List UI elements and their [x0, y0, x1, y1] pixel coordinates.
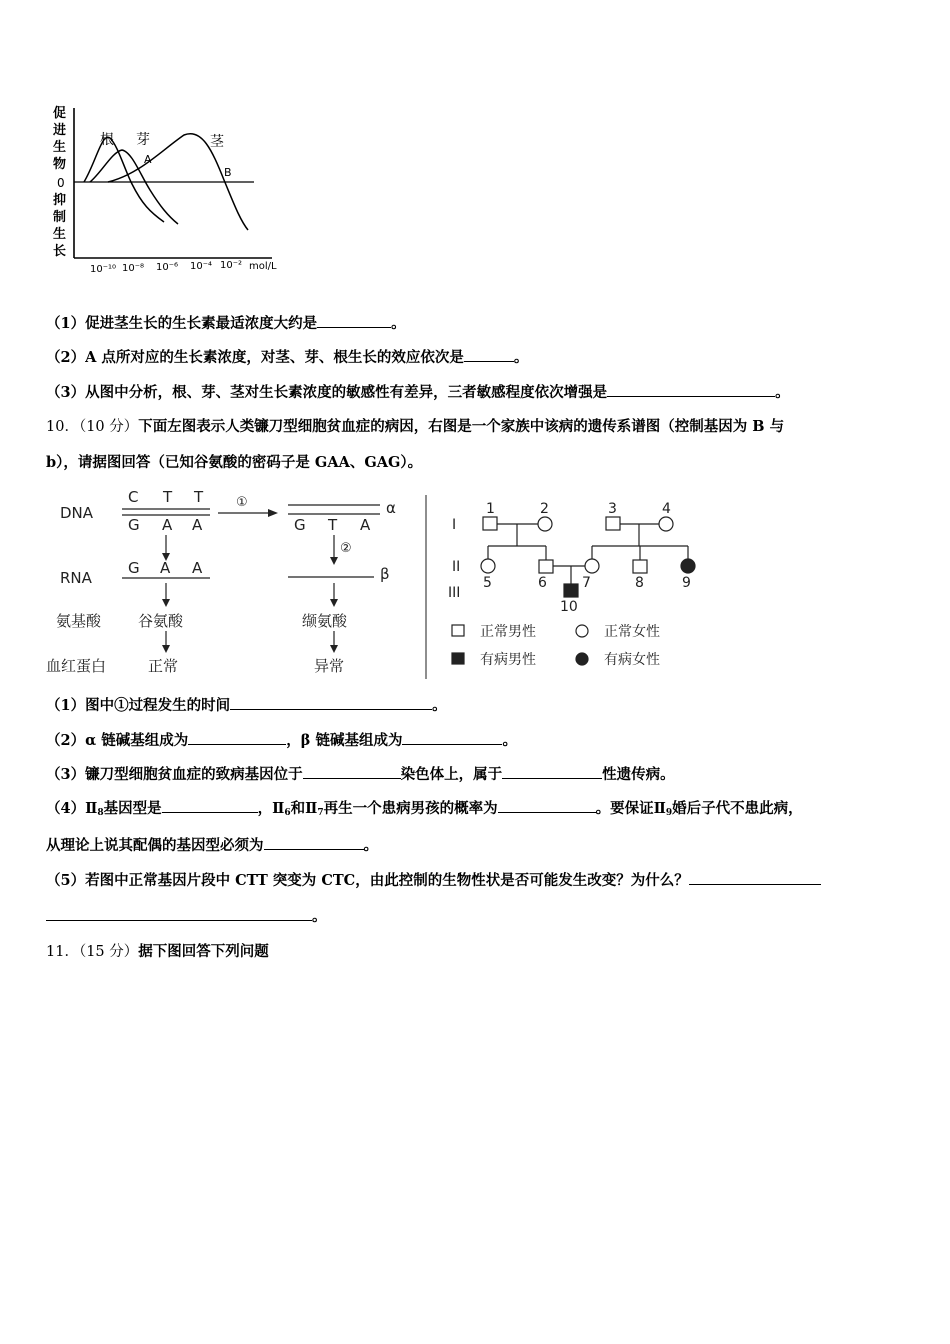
- ylabel-char: 促: [53, 106, 67, 121]
- answer-blank[interactable]: [188, 731, 286, 745]
- auxin-curve-figure: [50, 100, 290, 280]
- rna-label: RNA: [60, 569, 92, 587]
- question-text: （5）若图中正常基因片段中 CTT 突变为 CTC，由此控制的生物性状是否可能发生改变？为什么？: [46, 872, 689, 889]
- question-text: （2）A 点所对应的生长素浓度，对茎、芽、根生长的效应依次是: [46, 349, 464, 366]
- question-text: 从理论上说其配偶的基因型必须为: [46, 837, 264, 854]
- base: A: [162, 516, 173, 534]
- base: A: [192, 516, 203, 534]
- individual-number: 7: [582, 575, 591, 591]
- normal-male-6: [539, 560, 553, 573]
- point-b-label: B: [224, 166, 232, 179]
- q10-part1: （1）图中①过程发生的时间 。: [46, 697, 447, 714]
- normal-female-5: [481, 559, 495, 573]
- q9-part2: （2）A 点所对应的生长素浓度，对茎、芽、根生长的效应依次是 。: [46, 349, 529, 366]
- base: G: [128, 516, 140, 534]
- q10-part5: [46, 869, 821, 890]
- base: T: [163, 488, 173, 506]
- ylabel-char: 物: [53, 157, 67, 172]
- valine-label: 缬氨酸: [302, 612, 348, 630]
- step1-label: ①: [236, 495, 248, 510]
- ylabel-char: 抑: [53, 193, 67, 208]
- normal-female-7: [585, 559, 599, 573]
- y-axis-label-promote: [53, 105, 66, 172]
- ylabel-char: 生: [53, 140, 67, 155]
- question-number: 11．（15 分）: [46, 944, 139, 960]
- arrow: [330, 599, 338, 607]
- base: T: [328, 516, 338, 534]
- glutamic-acid-label: 谷氨酸: [138, 612, 184, 630]
- q9-part1: （1）促进茎生长的生长素最适浓度大约是 。: [46, 315, 406, 332]
- normal-male-1: [483, 517, 497, 530]
- answer-blank[interactable]: [317, 314, 391, 328]
- answer-blank[interactable]: [607, 383, 775, 397]
- base: C: [128, 488, 139, 506]
- zero-label: 0: [57, 176, 65, 190]
- q10-stem-line1: [46, 415, 784, 436]
- individual-number: 8: [635, 575, 644, 591]
- legend-label: 正常女性: [604, 624, 660, 640]
- answer-blank[interactable]: [498, 799, 596, 813]
- affected-female-9: [681, 559, 695, 573]
- alpha-label: α: [386, 499, 396, 517]
- ylabel-char: 进: [53, 123, 67, 138]
- normal-label: 正常: [148, 657, 179, 675]
- answer-blank[interactable]: [303, 765, 401, 779]
- base: T: [194, 488, 204, 506]
- answer-blank[interactable]: [402, 731, 502, 745]
- q10-part4: $(4)Ⅱ_8$基因型是 ，$Ⅱ_6$和$Ⅱ_7$再生一个患病男孩的概率为 。要保证$Ⅱ_9$婚后子代不患此病，: [46, 800, 803, 818]
- amino-acid-label: 氨基酸: [56, 612, 102, 630]
- base: A: [192, 559, 203, 577]
- answer-blank[interactable]: [264, 836, 364, 850]
- arrow: [330, 557, 338, 565]
- x-tick: 10⁻²: [220, 260, 243, 271]
- question-text: （3）镰刀型细胞贫血症的致病基因位于: [46, 766, 303, 783]
- answer-blank[interactable]: [162, 799, 258, 813]
- legend-affected-female-icon: [576, 653, 588, 665]
- beta-label: β: [380, 565, 390, 583]
- pedigree: [448, 501, 695, 668]
- q10-part4-continued: 从理论上说其配偶的基因型必须为 。: [46, 837, 378, 854]
- answer-blank[interactable]: [502, 765, 602, 779]
- question-text: 据下图回答下列问题: [138, 943, 269, 960]
- bud-label: 芽: [136, 132, 150, 148]
- individual-number: 6: [538, 575, 547, 591]
- root-label: 根: [100, 132, 114, 148]
- question-text: （2）α 链碱基组成为: [46, 732, 189, 749]
- y-axis-label-inhibit: [53, 192, 66, 259]
- normal-female-2: [538, 517, 552, 531]
- legend-affected-male-icon: [452, 653, 464, 664]
- generation-label: I: [452, 517, 457, 533]
- individual-number: 4: [662, 501, 671, 517]
- individual-number: 10: [560, 599, 578, 615]
- question-text: （3）从图中分析，根、芽、茎对生长素浓度的敏感性有差异，三者敏感程度依次增强是: [46, 384, 608, 401]
- legend-normal-male-icon: [452, 625, 464, 636]
- q9-part3: （3）从图中分析，根、芽、茎对生长素浓度的敏感性有差异，三者敏感程度依次增强是 。: [46, 384, 790, 401]
- base: G: [128, 559, 140, 577]
- question-number: 10．（10 分）: [46, 419, 139, 435]
- arrow: [162, 645, 170, 653]
- x-tick: 10⁻¹⁰: [90, 264, 117, 275]
- legend-label: 正常男性: [480, 624, 536, 640]
- question-text: （1）促进茎生长的生长素最适浓度大约是: [46, 315, 318, 332]
- legend-normal-female-icon: [576, 625, 588, 637]
- individual-number: 1: [486, 501, 495, 517]
- step2-label: ②: [340, 541, 352, 556]
- legend-label: 有病男性: [480, 652, 536, 668]
- x-tick: 10⁻⁴: [190, 261, 213, 272]
- individual-number: 5: [483, 575, 492, 591]
- q10-part2: （2）α 链碱基组成为 ，β 链碱基组成为 。: [46, 732, 517, 749]
- stem-label: 茎: [210, 134, 224, 150]
- answer-blank[interactable]: [46, 907, 312, 921]
- base: G: [294, 516, 306, 534]
- x-tick: 10⁻⁸: [122, 263, 145, 274]
- answer-blank[interactable]: [689, 871, 821, 885]
- q10-part5-continued: 。: [46, 905, 327, 926]
- x-tick: 10⁻⁶: [156, 262, 179, 273]
- generation-label: III: [448, 585, 461, 601]
- hemoglobin-label: 血红蛋白: [46, 657, 107, 675]
- generation-label: II: [452, 559, 461, 575]
- individual-number: 2: [540, 501, 549, 517]
- arrow: [330, 645, 338, 653]
- q11-stem: [46, 940, 269, 961]
- individual-number: 9: [682, 575, 691, 591]
- ylabel-char: 长: [53, 244, 67, 259]
- ylabel-char: 生: [53, 227, 67, 242]
- x-unit: mol/L: [249, 261, 277, 272]
- abnormal-label: 异常: [314, 657, 345, 675]
- legend-label: 有病女性: [604, 652, 660, 668]
- x-tick-labels: [90, 260, 277, 275]
- point-a-label: A: [144, 153, 152, 166]
- dna-label: DNA: [60, 504, 94, 522]
- base: A: [360, 516, 371, 534]
- affected-male-10: [564, 584, 578, 597]
- individual-number: 3: [608, 501, 617, 517]
- answer-blank[interactable]: [230, 696, 432, 710]
- base: A: [160, 559, 171, 577]
- normal-female-4: [659, 517, 673, 531]
- answer-blank[interactable]: [464, 348, 514, 362]
- q10-part3: （3）镰刀型细胞贫血症的致病基因位于 染色体上，属于 性遗传病。: [46, 766, 675, 783]
- question-text: （1）图中①过程发生的时间: [46, 697, 231, 714]
- sickle-cell-figure: [46, 483, 706, 681]
- arrow: [162, 599, 170, 607]
- normal-male-3: [606, 517, 620, 530]
- normal-male-8: [633, 560, 647, 573]
- q10-stem-line2: [46, 451, 422, 472]
- arrow: [268, 509, 278, 517]
- question-text: 下面左图表示人类镰刀型细胞贫血症的病因，右图是一个家族中该病的遗传系谱图（控制基因为 B 与: [138, 418, 785, 435]
- ylabel-char: 制: [53, 210, 67, 225]
- question-text: b），请据图回答（已知谷氨酸的密码子是 GAA、GAG）。: [46, 454, 423, 471]
